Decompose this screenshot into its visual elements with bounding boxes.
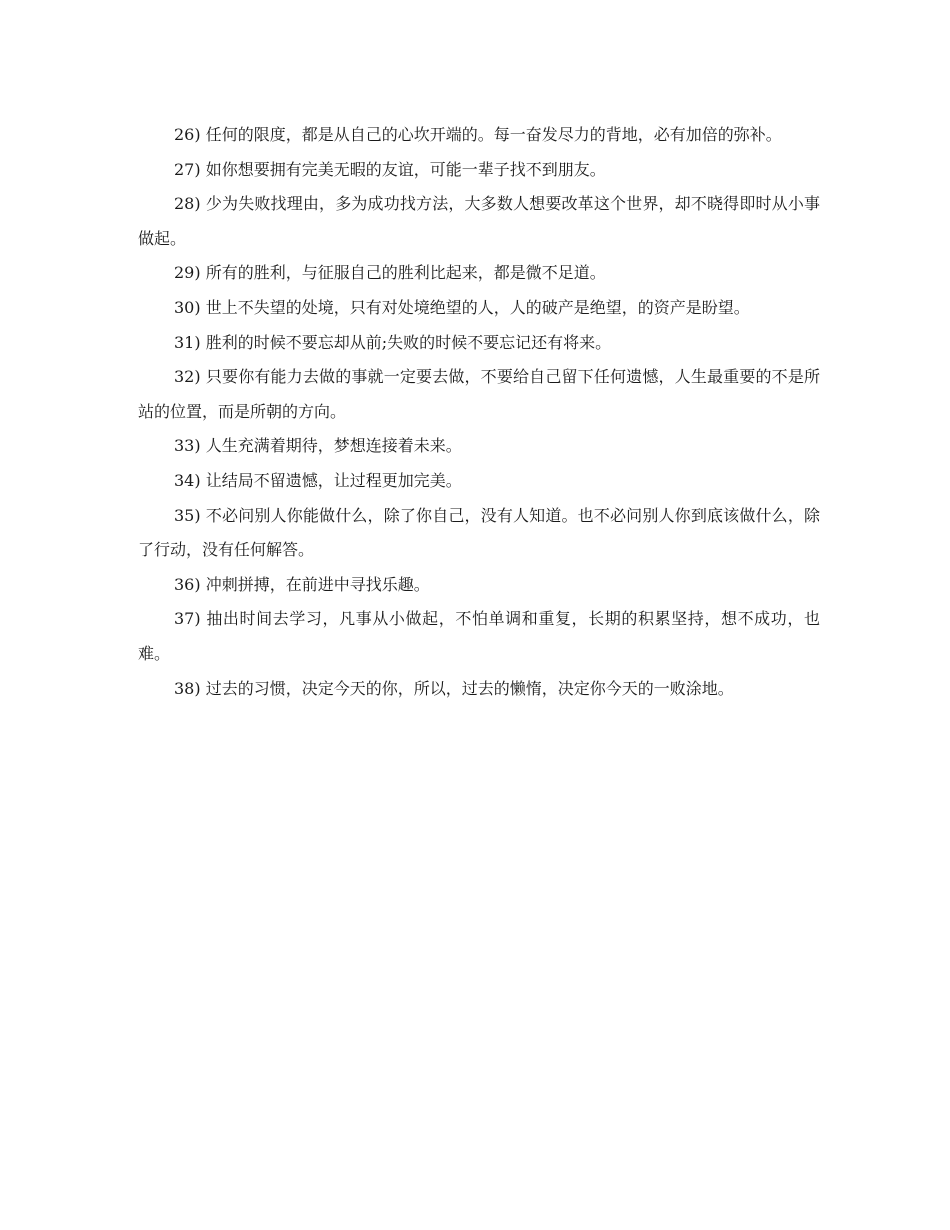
paragraph-number: 32) xyxy=(174,367,201,387)
paragraph-27 xyxy=(138,153,820,188)
paragraph-33 xyxy=(138,429,820,464)
paragraph-text: 只要你有能力去做的事就一定要去做，不要给自己留下任何遗憾，人生最重要的不是所站的位置，而是所朝的方向。 xyxy=(138,367,820,421)
paragraph-number: 33) xyxy=(174,436,201,456)
paragraph-number: 26) xyxy=(174,125,201,144)
paragraph-text: 世上不失望的处境，只有对处境绝望的人，人的破产是绝望，的资产是盼望。 xyxy=(205,297,750,317)
paragraph-number: 29) xyxy=(174,263,201,283)
paragraph-29 xyxy=(138,256,820,291)
paragraph-28 xyxy=(138,187,820,256)
paragraph-text: 冲刺拼搏，在前进中寻找乐趣。 xyxy=(205,574,430,594)
paragraph-37 xyxy=(138,602,820,671)
paragraph-number: 28) xyxy=(174,194,201,214)
paragraph-number: 31) xyxy=(174,332,201,352)
paragraph-number: 30) xyxy=(174,297,201,317)
paragraph-32 xyxy=(138,360,820,429)
paragraph-31 xyxy=(138,326,820,361)
paragraph-text: 不必问别人你能做什么，除了你自己，没有人知道。也不必问别人你到底该做什么，除了行动，没有任何解答。 xyxy=(138,505,820,560)
paragraph-text: 胜利的时候不要忘却从前;失败的时候不要忘记还有将来。 xyxy=(205,332,612,352)
paragraph-38 xyxy=(138,672,820,707)
paragraph-text: 少为失败找理由，多为成功找方法，大多数人想要改革这个世界，却不晓得即时从小事做起。 xyxy=(138,194,820,248)
paragraph-number: 36) xyxy=(174,574,201,594)
paragraph-text: 如你想要拥有完美无暇的友谊，可能一辈子找不到朋友。 xyxy=(205,159,606,179)
document-body xyxy=(138,118,820,706)
paragraph-text: 让结局不留遗憾，让过程更加完美。 xyxy=(205,470,462,490)
paragraph-36 xyxy=(138,568,820,603)
paragraph-number: 27) xyxy=(174,159,201,179)
paragraph-number: 35) xyxy=(174,505,201,525)
paragraph-text: 人生充满着期待，梦想连接着未来。 xyxy=(205,436,462,456)
paragraph-text: 任何的限度，都是从自己的心坎开端的。每一奋发尽力的背地，必有加倍的弥补。 xyxy=(205,125,782,144)
paragraph-30 xyxy=(138,291,820,326)
paragraph-26 xyxy=(138,118,820,153)
paragraph-34 xyxy=(138,464,820,499)
paragraph-text: 所有的胜利，与征服自己的胜利比起来，都是微不足道。 xyxy=(205,263,606,283)
paragraph-text: 过去的习惯，决定今天的你，所以，过去的懒惰，决定你今天的一败涂地。 xyxy=(205,678,734,698)
paragraph-35 xyxy=(138,499,820,568)
paragraph-text: 抽出时间去学习，凡事从小做起，不怕单调和重复，长期的积累坚持，想不成功，也难。 xyxy=(138,609,820,663)
paragraph-number: 34) xyxy=(174,470,201,490)
paragraph-number: 37) xyxy=(174,609,201,629)
paragraph-number: 38) xyxy=(174,678,201,698)
